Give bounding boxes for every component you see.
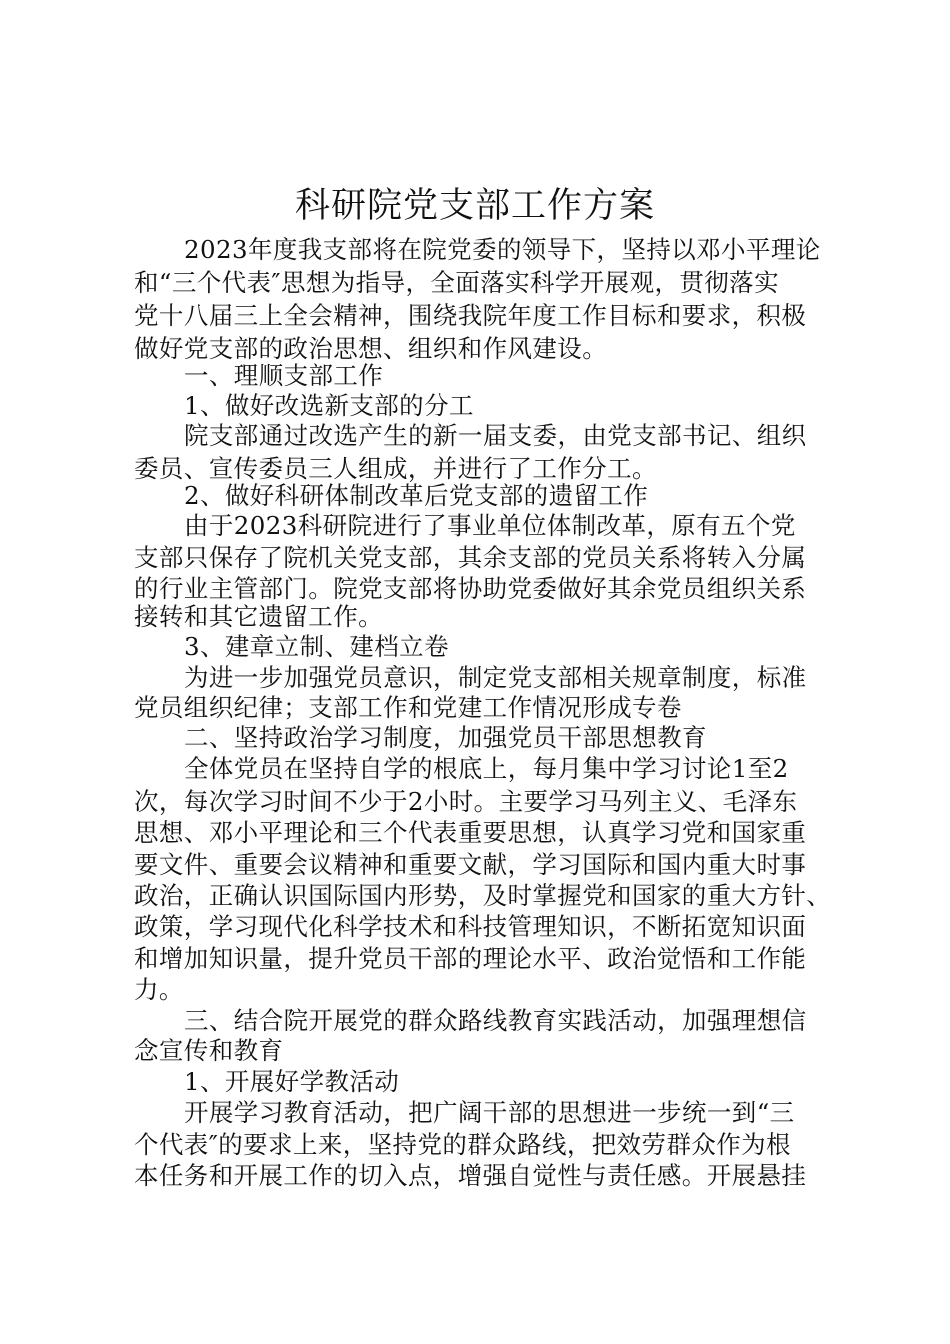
subsection-heading: 1、开展好学教活动 — [184, 1067, 400, 1096]
paragraph-line: 和“三个代表″思想为指导，全面落实科学开展观，贯彻落实 — [134, 268, 779, 297]
subsection-heading: 1、做好改选新支部的分工 — [184, 391, 474, 420]
paragraph-line: 力。 — [134, 975, 184, 1004]
paragraph-line: 和增加知识量，提升党员干部的理论水平、政治觉悟和工作能 — [134, 944, 807, 973]
paragraph-line: 支部只保存了院机关党支部，其余支部的党员关系将转入分属 — [134, 543, 807, 572]
paragraph-line: 政策，学习现代化科学技术和科技管理知识，不断拓宽知识面 — [134, 912, 807, 941]
section-heading: 一、理顺支部工作 — [184, 361, 384, 390]
subsection-heading: 2、做好科研体制改革后党支部的遗留工作 — [184, 481, 649, 510]
paragraph-line: 院支部通过改选产生的新一届支委，由党支部书记、组织 — [184, 421, 807, 450]
paragraph-line: 政治，正确认识国际国内形势，及时掌握党和国家的重大方针、 — [134, 881, 832, 910]
paragraph-line: 由于2023科研院进行了事业单位体制改革，原有五个党 — [184, 511, 796, 540]
subsection-heading: 3、建章立制、建档立卷 — [184, 632, 449, 661]
paragraph-line: 的行业主管部门。院党支部将协助党委做好其余党员组织关系 — [134, 574, 807, 603]
paragraph-line: 思想、邓小平理论和三个代表重要思想，认真学习党和国家重 — [134, 818, 807, 847]
paragraph-line: 次，每次学习时间不少于2小时。主要学习马列主义、毛泽东 — [134, 787, 798, 816]
paragraph-line: 2023年度我支部将在院党委的领导下，坚持以邓小平理论 — [184, 235, 821, 264]
paragraph-line: 党员组织纪律；支部工作和党建工作情况形成专卷 — [134, 693, 682, 722]
section-heading: 三、结合院开展党的群众路线教育实践活动，加强理想信 — [184, 1006, 807, 1035]
paragraph-line: 本任务和开展工作的切入点，增强自觉性与责任感。开展悬挂 — [134, 1161, 807, 1190]
paragraph-line: 党十八届三上全会精神，围绕我院年度工作目标和要求，积极 — [134, 301, 807, 330]
paragraph-line: 做好党支部的政治思想、组织和作风建设。 — [134, 334, 608, 363]
paragraph-line: 接转和其它遗留工作。 — [134, 602, 383, 631]
paragraph-line: 全体党员在坚持自学的根底上，每月集中学习讨论1至2 — [184, 754, 789, 783]
paragraph-line: 个代表″的要求上来，坚持党的群众路线，把效劳群众作为根 — [134, 1130, 791, 1159]
paragraph-line: 开展学习教育活动，把广阔干部的思想进一步统一到“三 — [184, 1098, 795, 1127]
paragraph-line: 委员、宣传委员三人组成，并进行了工作分工。 — [134, 454, 657, 483]
paragraph-line: 要文件、重要会议精神和重要文献，学习国际和国内重大时事 — [134, 850, 807, 879]
section-heading: 念宣传和教育 — [134, 1036, 284, 1065]
section-heading: 二、坚持政治学习制度，加强党员干部思想教育 — [184, 723, 707, 752]
document-title: 科研院党支部工作方案 — [294, 186, 655, 226]
paragraph-line: 为进一步加强党员意识，制定党支部相关规章制度，标准 — [184, 663, 807, 692]
